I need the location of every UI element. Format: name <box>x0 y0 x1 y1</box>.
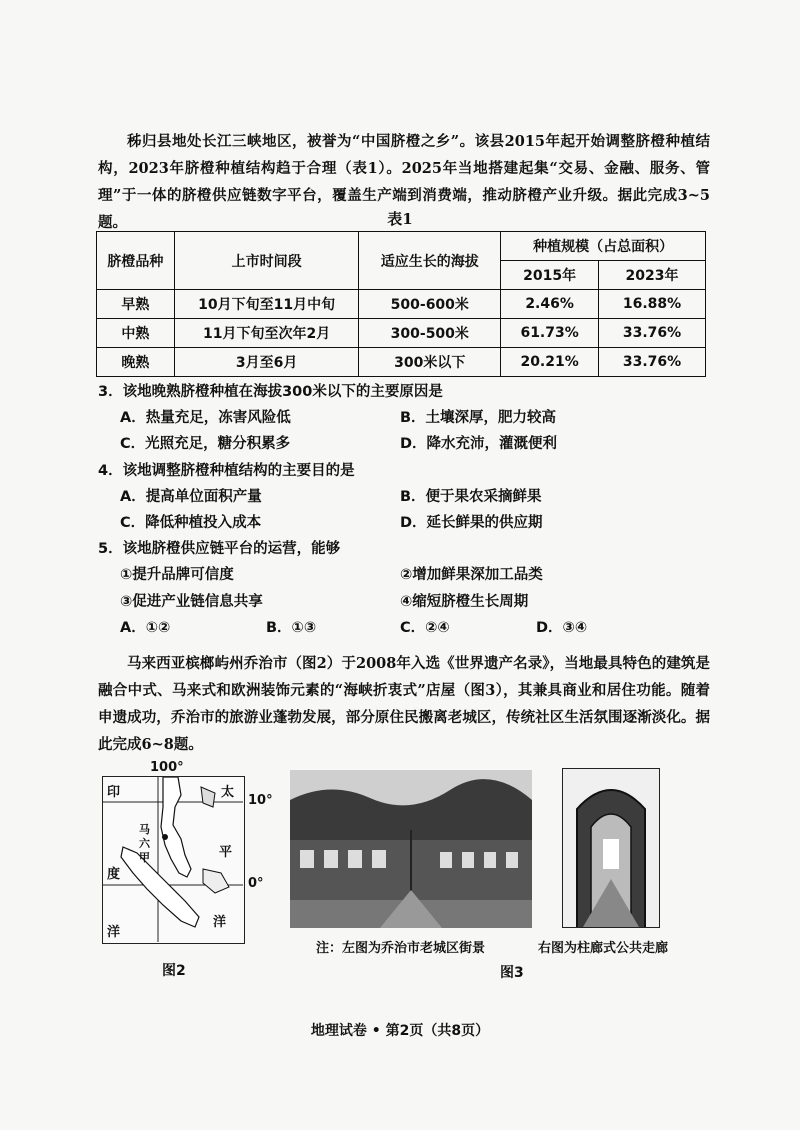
cell-2023: 33.76% <box>599 348 706 377</box>
street-photo <box>290 770 532 928</box>
q4-option-a[interactable]: A．提高单位面积产量 <box>120 489 262 505</box>
cell-market-time: 3月至6月 <box>174 348 359 377</box>
passage-georgetown: 马来西亚槟榔屿州乔治市（图2）于2008年入选《世界遗产名录》，当地最具特色的建筑是融合中式、马来式和欧洲装饰元素的“海峡折衷式”店屋（图3），其兼具商业和居住功能。随着申遗成功，乔治市的旅游业蓬勃发展，部分原住民搬离老城区，传统社区生活氛围逐渐淡化。据此完成6~8题。 <box>98 655 710 753</box>
figure-3-note-right: 右图为柱廊式公共走廊 <box>538 941 669 956</box>
cell-variety: 中熟 <box>97 319 175 348</box>
cell-2015: 2.46% <box>501 290 599 319</box>
map-label-jia: 甲 <box>139 851 150 864</box>
header-altitude: 适应生长的海拔 <box>359 232 501 290</box>
map-label-ping: 平 <box>219 845 233 860</box>
q5-statement-1: ①提升品牌可信度 <box>120 567 234 583</box>
cell-altitude: 300-500米 <box>359 319 501 348</box>
q5-option-a[interactable]: A．①② <box>120 620 171 636</box>
map-label-yang-east: 洋 <box>213 915 227 930</box>
arcade-photo <box>562 768 660 928</box>
table-row <box>97 290 706 319</box>
page-footer: 地理试卷 • 第2页（共8页） <box>310 1023 490 1039</box>
map-lon-label: 100° <box>150 760 184 775</box>
q3-option-c[interactable]: C．光照充足，糖分积累多 <box>120 436 291 452</box>
cell-2023: 16.88% <box>599 290 706 319</box>
map-lat10-label: 10° <box>248 793 273 808</box>
q5-statement-4: ④缩短脐橙生长周期 <box>400 594 529 610</box>
cell-variety: 早熟 <box>97 290 175 319</box>
question-4-stem: 4．该地调整脐橙种植结构的主要目的是 <box>98 463 355 479</box>
q3-option-d[interactable]: D．降水充沛，灌溉便利 <box>400 436 558 452</box>
cell-altitude: 300米以下 <box>359 348 501 377</box>
table-row <box>97 348 706 377</box>
map-label-du: 度 <box>107 867 121 882</box>
q5-option-b[interactable]: B．①③ <box>266 620 317 636</box>
header-market-time: 上市时间段 <box>174 232 359 290</box>
cell-2015: 61.73% <box>501 319 599 348</box>
header-scale: 种植规模（占总面积） <box>501 232 706 261</box>
map-figure-2 <box>102 776 245 944</box>
cell-market-time: 11月下旬至次年2月 <box>174 319 359 348</box>
map-label-yin: 印 <box>107 785 121 800</box>
q3-option-a[interactable]: A．热量充足，冻害风险低 <box>120 410 291 426</box>
map-lat0-label: 0° <box>248 876 264 891</box>
arcade-photo-image <box>563 769 659 927</box>
header-variety: 脐橙品种 <box>97 232 175 290</box>
table-title: 表1 <box>387 210 413 228</box>
q5-statement-3: ③促进产业链信息共享 <box>120 594 263 610</box>
q5-statement-2: ②增加鲜果深加工品类 <box>400 567 543 583</box>
q4-option-d[interactable]: D．延长鲜果的供应期 <box>400 515 543 531</box>
map-label-liu: 六 <box>139 837 150 850</box>
cell-2023: 33.76% <box>599 319 706 348</box>
map-label-ma: 马 <box>139 823 150 836</box>
q4-option-b[interactable]: B．便于果农采摘鲜果 <box>400 489 542 505</box>
question-3-stem: 3．该地晚熟脐橙种植在海拔300米以下的主要原因是 <box>98 384 443 400</box>
q4-option-c[interactable]: C．降低种植投入成本 <box>120 515 262 531</box>
cell-variety: 晚熟 <box>97 348 175 377</box>
table-row <box>97 319 706 348</box>
map-label-yang-west: 洋 <box>107 925 121 940</box>
cell-2015: 20.21% <box>501 348 599 377</box>
header-2023: 2023年 <box>599 261 706 290</box>
passage-zigui: 秭归县地处长江三峡地区，被誉为“中国脐橙之乡”。该县2015年起开始调整脐橙种植结构，2023年脐橙种植结构趋于合理（表1）。2025年当地搭建起集“交易、金融、服务、管理”于一体的脐橙供应链数字平台，覆盖生产端到消费端，推动脐橙产业升级。据此完成3~5题。 <box>98 133 710 231</box>
figure-2-caption: 图2 <box>162 963 186 979</box>
cell-altitude: 500-600米 <box>359 290 501 319</box>
cell-market-time: 10月下旬至11月中旬 <box>174 290 359 319</box>
question-5-stem: 5．该地脐橙供应链平台的运营，能够 <box>98 541 341 557</box>
header-2015: 2015年 <box>501 261 599 290</box>
navel-orange-table <box>96 231 706 377</box>
street-photo-image <box>290 770 532 928</box>
figure-3-note-left: 注：左图为乔治市老城区街景 <box>316 941 486 956</box>
figure-3-caption: 图3 <box>500 965 524 981</box>
q5-option-c[interactable]: C．②④ <box>400 620 450 636</box>
q3-option-b[interactable]: B．土壤深厚，肥力较高 <box>400 410 557 426</box>
map-label-tai: 太 <box>221 785 235 800</box>
q5-option-d[interactable]: D．③④ <box>536 620 588 636</box>
